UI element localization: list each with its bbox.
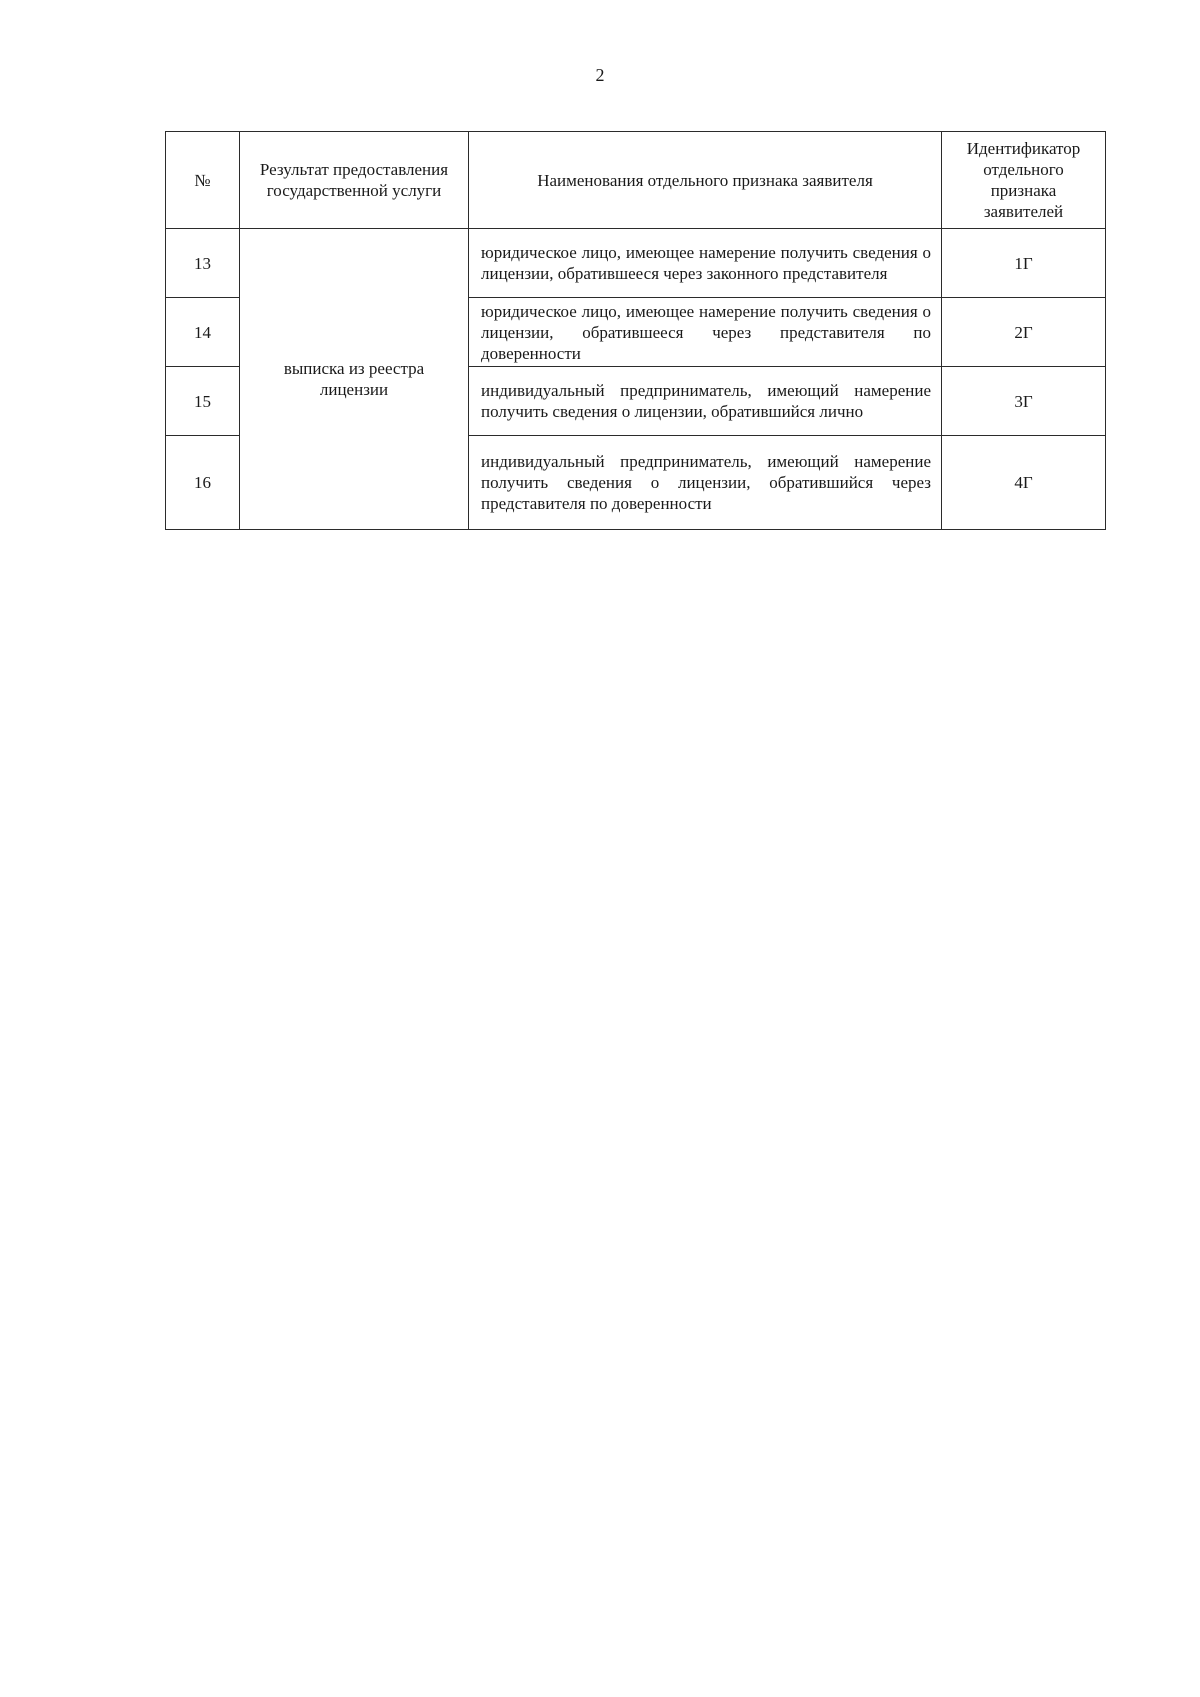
attribute-id: 1Г: [942, 229, 1106, 298]
row-number: 13: [166, 229, 240, 298]
row-number: 14: [166, 298, 240, 367]
page-number: 2: [595, 65, 605, 85]
applicant-attribute: юридическое лицо, имеющее намерение получить сведения о лицензии, обратившееся через законного представителя: [469, 229, 942, 298]
attribute-id: 4Г: [942, 436, 1106, 530]
applicant-attribute: индивидуальный предприниматель, имеющий намерение получить сведения о лицензии, обратившийся через представителя по доверенности: [469, 436, 942, 530]
service-result: выписка из реестра лицензии: [240, 229, 469, 530]
header-number: №: [166, 132, 240, 229]
header-result: Результат предоставления государственной услуги: [240, 132, 469, 229]
row-number: 16: [166, 436, 240, 530]
applicant-attribute: индивидуальный предприниматель, имеющий намерение получить сведения о лицензии, обратившийся лично: [469, 367, 942, 436]
header-attribute-name: Наименования отдельного признака заявителя: [469, 132, 942, 229]
applicant-attribute: юридическое лицо, имеющее намерение получить сведения о лицензии, обратившееся через представителя по доверенности: [469, 298, 942, 367]
table-header-row: [166, 132, 1106, 229]
table-row: [166, 229, 1106, 298]
applicant-attributes-table: [165, 131, 1106, 530]
header-attribute-id: Идентификатор отдельного признака заявителей: [942, 132, 1106, 229]
attribute-id: 3Г: [942, 367, 1106, 436]
attribute-id: 2Г: [942, 298, 1106, 367]
row-number: 15: [166, 367, 240, 436]
